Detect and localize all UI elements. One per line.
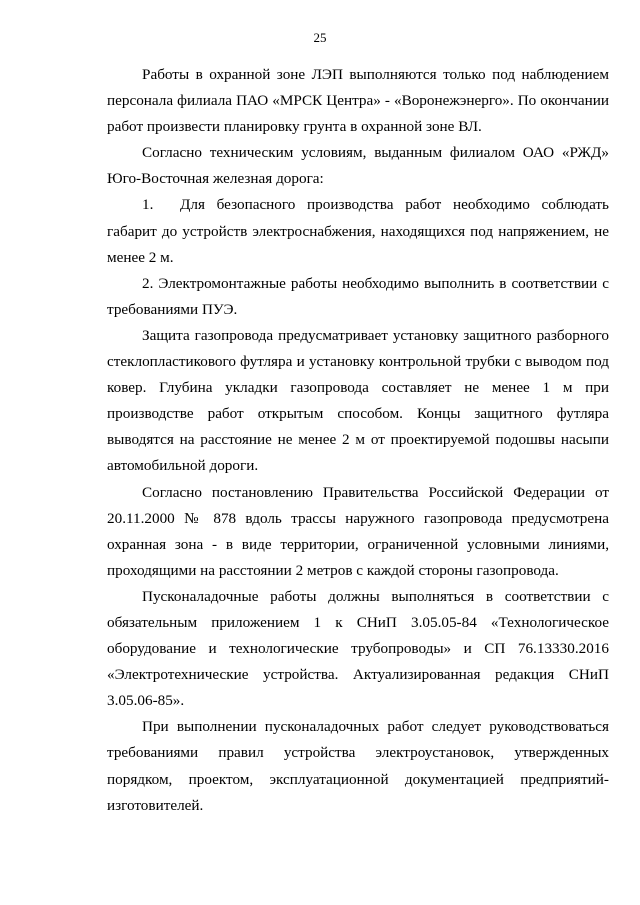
paragraph-commissioning-requirements: При выполнении пусконаладочных работ следует руководствоваться требованиями правил устройства электроустановок, утвержденных порядком, проектом, эксплуатационной документацией предприятий-изготовителей. [107,718,609,814]
paragraph-electrical-works: 2. Электромонтажные работы необходимо выполнить в соответствии с требованиями ПУЭ. [107,274,609,318]
list-item-text: Для безопасного производства работ необходимо соблюдать габарит до устройств электроснабжения, находящихся под напряжением, не менее 2 м. [107,196,609,266]
paragraph-commissioning-standards: Пусконаладочные работы должны выполняться в соответствии с обязательным приложением 1 к СНиП 3.05.05-84 «Технологическое оборудование и технологические трубопроводы» и СП 76.13330.2016 «Электротехнические устройства. Актуализированная редакция СНиП 3.05.06-85». [107,587,609,710]
paragraph-protection-zone: Согласно постановлению Правительства Российской Федерации от 20.11.2000 № 878 вдоль трассы наружного газопровода предусмотрена охранная зона - в виде территории, ограниченной условными линиями, проходящими на расстоянии 2 метров с каждой стороны газопровода. [107,483,609,579]
list-number: 1. [142,196,154,214]
document-body [107,62,609,819]
paragraph-power-line-zone: Работы в охранной зоне ЛЭП выполняются только под наблюдением персонала филиала ПАО «МРСК Центра» - «Воронежэнерго». По окончании работ произвести планировку грунта в охранной зоне ВЛ. [107,66,609,136]
page-number: 25 [313,30,327,45]
paragraph-railway-conditions: Согласно техническим условиям, выданным филиалом ОАО «РЖД» Юго-Восточная железная дорога: [107,144,609,188]
paragraph-safety-clearance [107,192,609,270]
paragraph-pipeline-protection: Защита газопровода предусматривает установку защитного разборного стеклопластикового футляра и установку контрольной трубки с выводом под ковер. Глубина укладки газопровода составляет не менее 1 м при производстве работ открытым способом. Концы защитного футляра выводятся на расстояние не менее 2 м от проектируемой подошвы насыпи автомобильной дороги. [107,326,609,475]
